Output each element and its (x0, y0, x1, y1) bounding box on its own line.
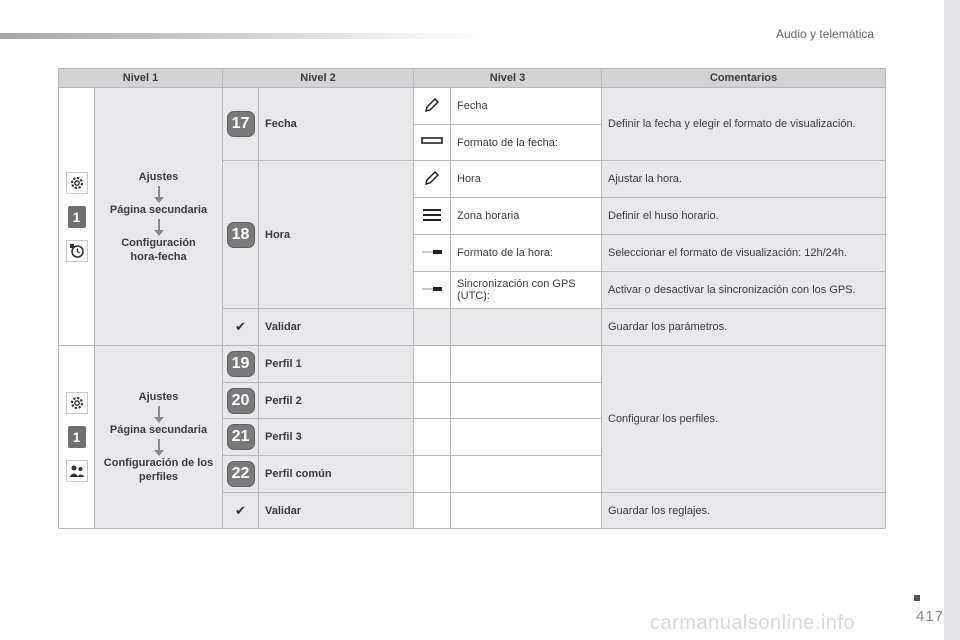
comment-formato-hora-cell: Seleccionar el formato de visualización: 12h/24h. (602, 235, 886, 272)
empty-cell (451, 456, 602, 493)
checkmark-icon: ✔ (235, 319, 246, 334)
level2-perfil-comun-cell (259, 456, 414, 493)
level3-formato-fecha-cell: Formato de la fecha: (451, 125, 602, 161)
level1-path-cell (95, 88, 223, 346)
badge-cell (223, 419, 259, 456)
level3-zona-cell: Zona horaria (451, 198, 602, 235)
settings-gear-icon (66, 392, 88, 414)
path-step-configuracion: Configuración hora-fecha (121, 236, 196, 263)
empty-cell (414, 419, 451, 456)
level2-perfil2-cell (259, 383, 414, 419)
clock-icon (66, 240, 88, 262)
level1-path-cell (95, 346, 223, 529)
settings-table (58, 68, 886, 529)
step-badge-18: 18 (227, 222, 255, 248)
watermark: carmanualsonline.info (650, 612, 856, 634)
path-step-pagina-secundaria: Página secundaria (109, 424, 208, 436)
page-edge-strip (944, 0, 960, 640)
level1-icons-cell (59, 88, 95, 346)
empty-cell (414, 493, 451, 529)
comment-fecha-cell: Definir la fecha y elegir el formato de visualización. (602, 88, 886, 161)
comment-gps-cell: Activar o desactivar la sincronización con los GPS. (602, 272, 886, 309)
validate-symbol-cell (223, 493, 259, 529)
empty-cell (414, 309, 451, 346)
pencil-icon (423, 96, 441, 114)
level1-number-badge: 1 (68, 426, 86, 448)
page-number: 417 (916, 608, 945, 625)
navigation-path (95, 170, 222, 264)
comment-validar-cell: Guardar los parámetros. (602, 309, 886, 346)
path-step-pagina-secundaria: Página secundaria (109, 203, 208, 216)
arrow-down-icon (158, 219, 160, 231)
symbol-cell (414, 125, 451, 161)
badge-cell (223, 346, 259, 383)
column-header-level3: Nivel 3 (414, 69, 602, 88)
path-step-ajustes: Ajustes (138, 170, 179, 183)
level2-label: Perfil común (265, 468, 332, 480)
symbol-cell (414, 198, 451, 235)
arrow-down-icon (158, 406, 160, 418)
level2-label: Validar (265, 321, 302, 333)
arrow-down-icon (158, 439, 160, 451)
level2-label: Fecha (265, 118, 297, 130)
empty-cell (451, 383, 602, 419)
level2-fecha-cell (259, 88, 414, 161)
path-step-ajustes: Ajustes (138, 391, 179, 403)
table-row (59, 346, 886, 383)
level2-perfil1-cell (259, 346, 414, 383)
symbol-cell (414, 235, 451, 272)
section-title: Audio y telemática (776, 27, 875, 41)
checkmark-icon: ✔ (235, 502, 246, 518)
badge-cell (223, 383, 259, 419)
profiles-icon (66, 460, 88, 482)
empty-cell (451, 346, 602, 383)
pencil-icon (423, 169, 441, 187)
level2-label: Hora (265, 228, 291, 241)
level2-label: Validar (265, 504, 302, 517)
comment-perfiles-cell: Configurar los perfiles. (602, 346, 886, 493)
list-icon (422, 207, 442, 223)
arrow-down-icon (158, 186, 160, 198)
empty-cell (451, 419, 602, 456)
column-header-comments: Comentarios (602, 69, 886, 88)
badge-cell (223, 161, 259, 309)
empty-cell (451, 493, 602, 529)
level2-label: Perfil 2 (265, 394, 302, 407)
comment-validar-cell: Guardar los reglajes. (602, 493, 886, 529)
empty-cell (414, 456, 451, 493)
step-badge-20: 20 (227, 388, 255, 414)
format-box-icon (421, 136, 443, 146)
level2-perfil3-cell (259, 419, 414, 456)
navigation-path (95, 390, 222, 484)
step-badge-17: 17 (227, 111, 255, 137)
validate-symbol-cell (223, 309, 259, 346)
empty-cell (414, 346, 451, 383)
symbol-cell (414, 272, 451, 309)
level2-hora-cell (259, 161, 414, 309)
table-row (59, 88, 886, 125)
level2-label: Perfil 1 (265, 358, 302, 370)
step-badge-21: 21 (227, 424, 255, 450)
toggle-switch-icon (421, 285, 443, 293)
level2-validar-cell (259, 309, 414, 346)
comment-zona-cell: Definir el huso horario. (602, 198, 886, 235)
badge-cell (223, 88, 259, 161)
column-header-level1: Nivel 1 (59, 69, 223, 88)
step-badge-22: 22 (227, 461, 255, 487)
symbol-cell (414, 161, 451, 198)
page-marker (914, 595, 920, 601)
level2-label: Perfil 3 (265, 431, 302, 443)
level3-hora-cell: Hora (451, 161, 602, 198)
header-gradient-bar (0, 33, 480, 39)
table-header-row (59, 69, 886, 88)
level3-gps-cell: Sincronización con GPS (UTC): (451, 272, 602, 309)
level3-fecha-cell: Fecha (451, 88, 602, 125)
path-step-configuracion: Configuración de los perfiles (103, 457, 214, 483)
badge-cell (223, 456, 259, 493)
level1-number-badge: 1 (68, 206, 86, 228)
level3-formato-hora-cell: Formato de la hora: (451, 235, 602, 272)
comment-hora-cell: Ajustar la hora. (602, 161, 886, 198)
empty-cell (451, 309, 602, 346)
step-badge-19: 19 (227, 351, 255, 377)
toggle-switch-icon (421, 248, 443, 256)
empty-cell (414, 383, 451, 419)
level1-icons-cell (59, 346, 95, 529)
level2-validar-cell (259, 493, 414, 529)
column-header-level2: Nivel 2 (223, 69, 414, 88)
settings-gear-icon (66, 172, 88, 194)
symbol-cell (414, 88, 451, 125)
